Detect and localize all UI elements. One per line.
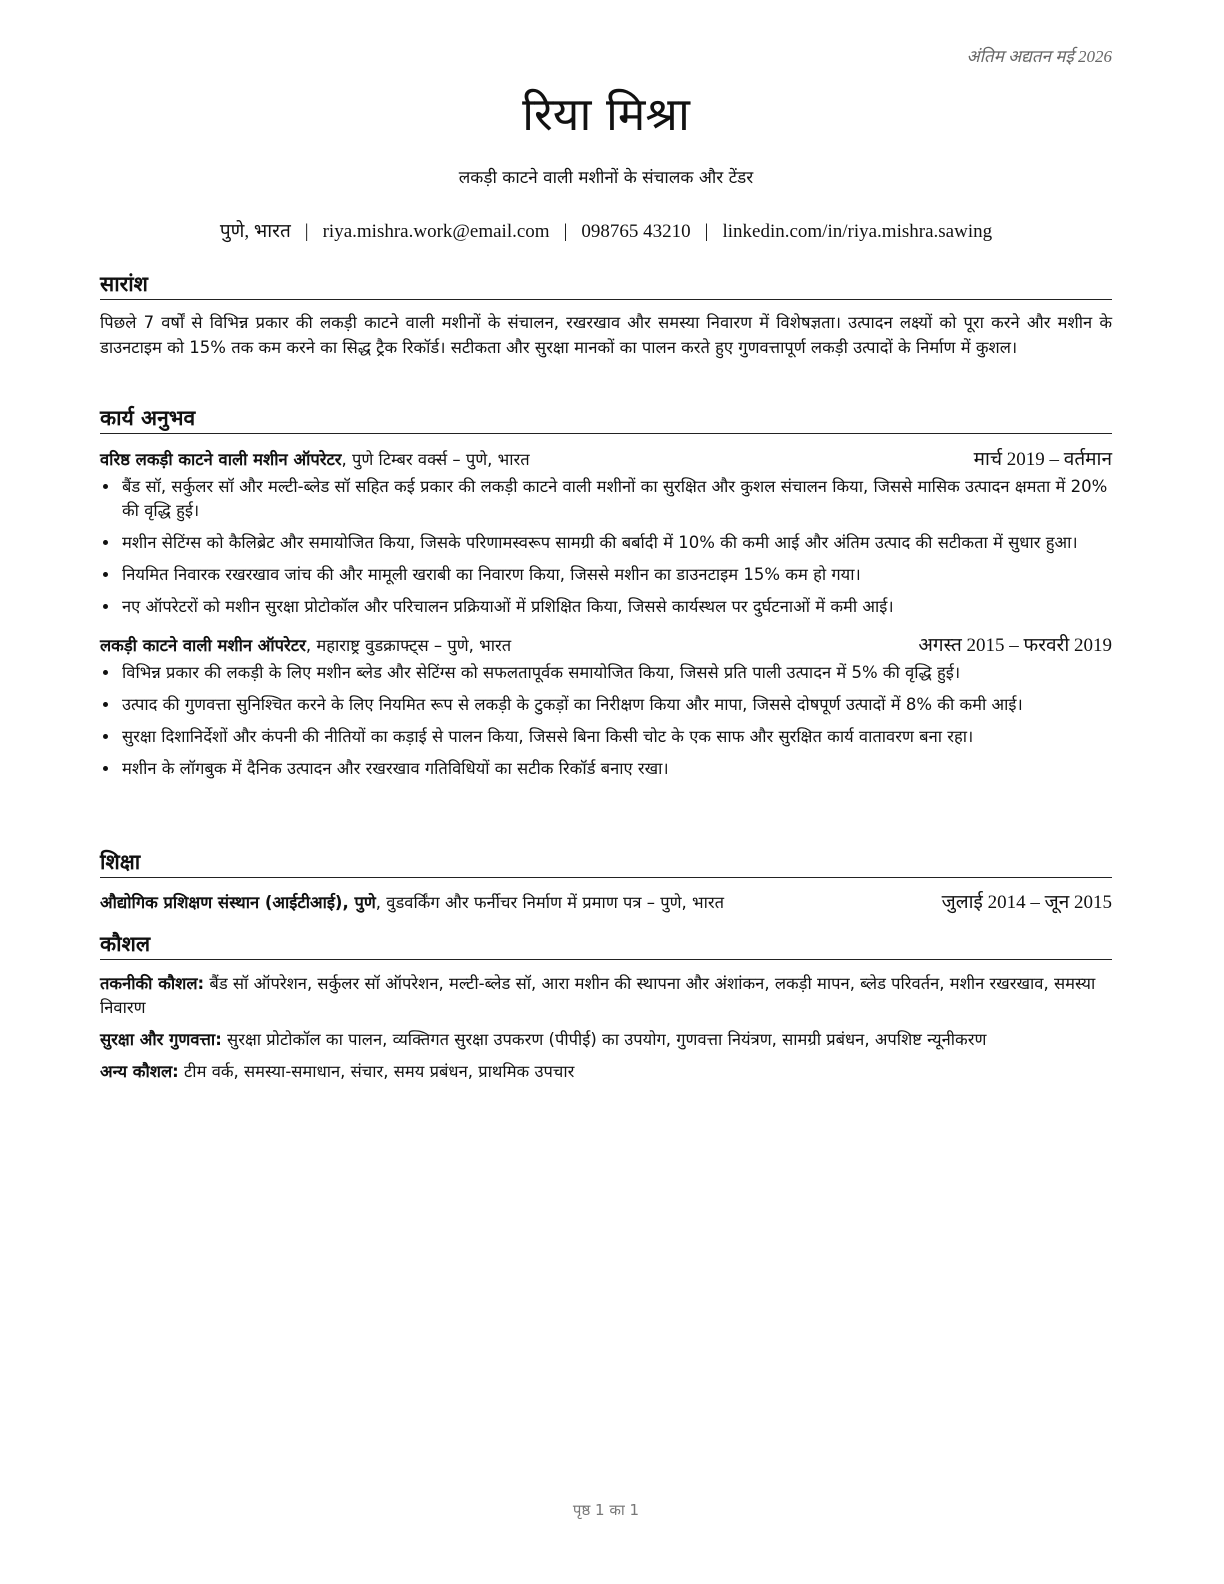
job-entry xyxy=(100,447,1112,619)
job-role: वरिष्ठ लकड़ी काटने वाली मशीन ऑपरेटर xyxy=(100,450,342,469)
job-org: , महाराष्ट्र वुडक्राफ्ट्स – पुणे, भारत xyxy=(305,636,512,655)
skills-list xyxy=(100,972,1112,1084)
education-section xyxy=(100,848,1112,916)
experience-heading: कार्य अनुभव xyxy=(100,404,1112,434)
bullet-item: • मशीन के लॉगबुक में दैनिक उत्पादन और रखरखाव गतिविधियों का सटीक रिकॉर्ड बनाए रखा। xyxy=(120,757,1112,781)
contact-email[interactable]: riya.mishra.work@email.com xyxy=(322,221,550,242)
education-detail: , वुडवर्किंग और फर्नीचर निर्माण में प्रमाण पत्र – पुणे, भारत xyxy=(375,893,725,912)
contact-separator: | xyxy=(304,221,309,242)
job-dates: अगस्त 2015 – फरवरी 2019 xyxy=(918,635,1112,656)
bullet-item: • नए ऑपरेटरों को मशीन सुरक्षा प्रोटोकॉल और परिचालन प्रक्रियाओं में प्रशिक्षित किया, जिससे कार्यस्थल पर दुर्घटनाओं में कमी आई। xyxy=(120,595,1112,619)
candidate-name: रिया मिश्रा xyxy=(522,87,690,141)
job-bullets xyxy=(100,475,1112,619)
skill-group xyxy=(100,1060,1112,1084)
contact-phone[interactable]: 098765 43210 xyxy=(581,221,691,242)
skill-group-text: बैंड सॉ ऑपरेशन, सर्कुलर सॉ ऑपरेशन, मल्टी-ब्लेड सॉ, आरा मशीन की स्थापना और अंशांकन, लकड़ी मापन, ब्लेड परिवर्तन, मशीन रखरखाव, समस्या निवारण xyxy=(100,974,1096,1017)
summary-section xyxy=(100,270,1112,360)
skills-heading: कौशल xyxy=(100,930,1112,960)
contact-line xyxy=(100,218,1112,246)
job-bullets xyxy=(100,661,1112,781)
bullet-item: • विभिन्न प्रकार की लकड़ी के लिए मशीन ब्लेड और सेटिंग्स को सफलतापूर्वक समायोजित किया, जिससे प्रति पाली उत्पादन में 5% की वृद्धि हुई। xyxy=(120,661,1112,685)
candidate-title: लकड़ी काटने वाली मशीनों के संचालक और टेंडर xyxy=(458,168,754,188)
skill-group-label: अन्य कौशल: xyxy=(100,1062,179,1081)
last-updated: अंतिम अद्यतन मई 2026 xyxy=(966,47,1112,66)
job-org: , पुणे टिम्बर वर्क्स – पुणे, भारत xyxy=(341,450,530,469)
bullet-item: • मशीन सेटिंग्स को कैलिब्रेट और समायोजित किया, जिसके परिणामस्वरूप सामग्री की बर्बादी में 10% की कमी आई और अंतिम उत्पाद की सटीकता में सुधार हुआ। xyxy=(120,531,1112,555)
experience-section xyxy=(100,404,1112,789)
summary-text: पिछले 7 वर्षों से विभिन्न प्रकार की लकड़ी काटने वाली मशीनों के संचालन, रखरखाव और समस्या निवारण में विशेषज्ञता। उत्पादन लक्ष्यों को पूरा करने और मशीन के डाउनटाइम को 15% तक कम करने का सिद्ध ट्रैक रिकॉर्ड। सटीकता और सुरक्षा मानकों का पालन करते हुए गुणवत्तापूर्ण लकड़ी उत्पादों के निर्माण में कुशल। xyxy=(100,313,1112,357)
contact-separator: | xyxy=(704,221,709,242)
education-institution: औद्योगिक प्रशिक्षण संस्थान (आईटीआई), पुणे xyxy=(100,893,376,912)
summary-heading: सारांश xyxy=(100,270,1112,300)
skill-group-label: तकनीकी कौशल: xyxy=(100,974,205,993)
education-line xyxy=(100,890,724,916)
bullet-item: • नियमित निवारक रखरखाव जांच की और मामूली खराबी का निवारण किया, जिससे मशीन का डाउनटाइम 15% कम हो गया। xyxy=(120,563,1112,587)
education-dates: जुलाई 2014 – जून 2015 xyxy=(941,892,1112,913)
resume-page xyxy=(100,0,1112,1584)
bullet-item: • सुरक्षा दिशानिर्देशों और कंपनी की नीतियों का कड़ाई से पालन किया, जिससे बिना किसी चोट के एक साफ और सुरक्षित कार्य वातावरण बना रहा। xyxy=(120,725,1112,749)
page-number: पृष्ठ 1 का 1 xyxy=(572,1501,640,1519)
skill-group-text: टीम वर्क, समस्या-समाधान, संचार, समय प्रबंधन, प्राथमिक उपचार xyxy=(178,1062,575,1081)
job-header xyxy=(100,633,1112,659)
job-role-line xyxy=(100,447,530,473)
job-header xyxy=(100,447,1112,473)
job-role-line xyxy=(100,633,511,659)
skill-group-label: सुरक्षा और गुणवत्ता: xyxy=(100,1030,222,1049)
education-entry xyxy=(100,890,1112,916)
contact-separator: | xyxy=(563,221,568,242)
bullet-item: • उत्पाद की गुणवत्ता सुनिश्चित करने के लिए नियमित रूप से लकड़ी के टुकड़ों का निरीक्षण किया और मापा, जिससे दोषपूर्ण उत्पादों में 8% की कमी आई। xyxy=(120,693,1112,717)
skill-group-text: सुरक्षा प्रोटोकॉल का पालन, व्यक्तिगत सुरक्षा उपकरण (पीपीई) का उपयोग, गुणवत्ता नियंत्रण, सामग्री प्रबंधन, अपशिष्ट न्यूनीकरण xyxy=(221,1030,987,1049)
job-entry xyxy=(100,633,1112,781)
job-dates: मार्च 2019 – वर्तमान xyxy=(973,449,1112,470)
skills-section xyxy=(100,930,1112,1092)
job-role: लकड़ी काटने वाली मशीन ऑपरेटर xyxy=(100,636,306,655)
skill-group xyxy=(100,1028,1112,1052)
skill-group xyxy=(100,972,1112,1020)
education-heading: शिक्षा xyxy=(100,848,1112,878)
contact-location: पुणे, भारत xyxy=(219,221,291,242)
contact-linkedin[interactable]: linkedin.com/in/riya.mishra.sawing xyxy=(722,221,993,242)
bullet-item: • बैंड सॉ, सर्कुलर सॉ और मल्टी-ब्लेड सॉ सहित कई प्रकार की लकड़ी काटने वाली मशीनों का सुरक्षित और कुशल संचालन किया, जिससे मासिक उत्पादन क्षमता में 20% की वृद्धि हुई। xyxy=(120,475,1112,523)
